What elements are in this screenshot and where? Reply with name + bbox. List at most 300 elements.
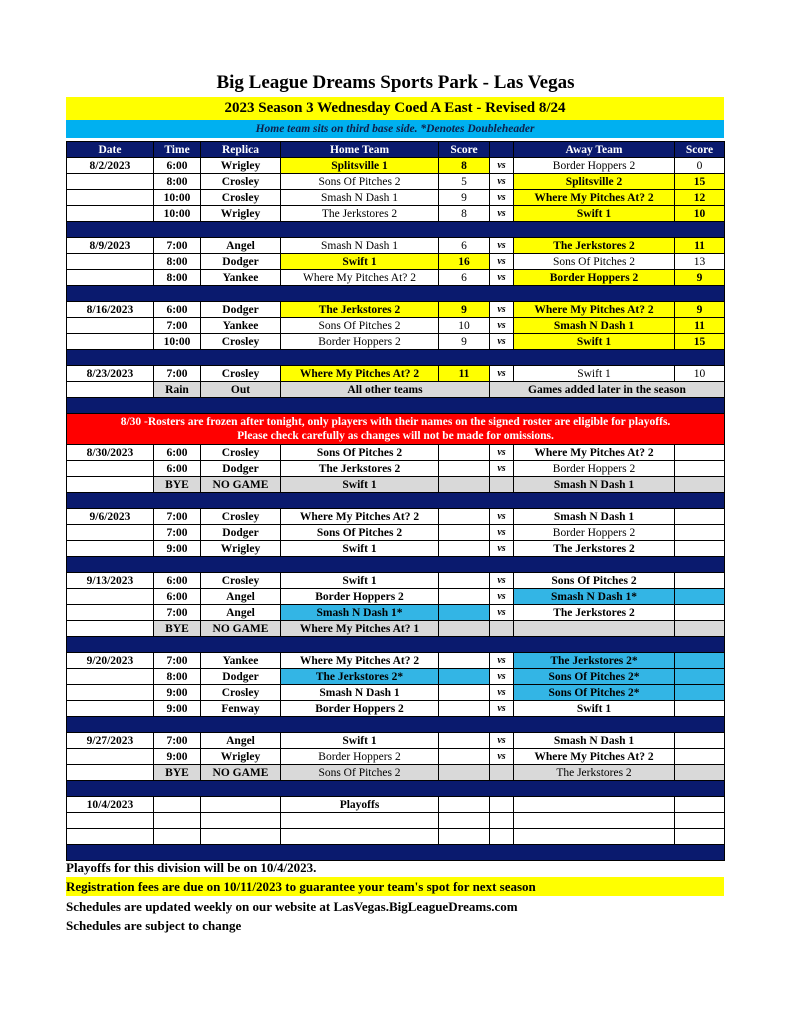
- time-cell: 7:00: [154, 653, 201, 669]
- roster-notice-line: 8/30 -Rosters are frozen after tonight, only players with their names on the signed roster are eligible for playoffs.: [120, 416, 671, 428]
- away-team-cell: Where My Pitches At? 2: [514, 190, 675, 206]
- time-cell: 10:00: [154, 206, 201, 222]
- away-score-cell: [675, 573, 725, 589]
- date-cell: 10/4/2023: [67, 797, 154, 813]
- home-team-cell: Sons Of Pitches 2: [281, 318, 439, 334]
- away-team-cell: [514, 621, 675, 637]
- game-row: [67, 653, 725, 669]
- separator-cell: [67, 637, 725, 653]
- away-team-cell: Sons Of Pitches 2: [514, 254, 675, 270]
- home-team-cell: Border Hoppers 2: [281, 701, 439, 717]
- away-score-cell: 13: [675, 254, 725, 270]
- vs-cell: [490, 765, 514, 781]
- date-cell: [67, 174, 154, 190]
- header-vs: [490, 142, 514, 158]
- time-cell: 9:00: [154, 685, 201, 701]
- home-team-cell: Sons Of Pitches 2: [281, 525, 439, 541]
- vs-cell: [490, 621, 514, 637]
- away-score-cell: 15: [675, 174, 725, 190]
- date-cell: [67, 334, 154, 350]
- vs-cell: vs: [490, 158, 514, 174]
- field-cell: NO GAME: [201, 477, 281, 493]
- home-score-cell: [439, 541, 490, 557]
- time-cell: 8:00: [154, 254, 201, 270]
- playoffs-row: [67, 797, 725, 813]
- date-cell: 8/2/2023: [67, 158, 154, 174]
- time-cell: 7:00: [154, 605, 201, 621]
- away-score-cell: [675, 733, 725, 749]
- date-cell: [67, 621, 154, 637]
- game-row: [67, 445, 725, 461]
- vs-cell: vs: [490, 701, 514, 717]
- game-row: [67, 334, 725, 350]
- away-score-cell: [675, 701, 725, 717]
- time-cell: [154, 829, 201, 845]
- date-cell: [67, 270, 154, 286]
- home-score-cell: [439, 669, 490, 685]
- home-score-cell: 8: [439, 158, 490, 174]
- home-team-cell: Where My Pitches At? 1: [281, 621, 439, 637]
- time-cell: 9:00: [154, 541, 201, 557]
- away-score-cell: [675, 445, 725, 461]
- vs-cell: vs: [490, 190, 514, 206]
- field-cell: Wrigley: [201, 158, 281, 174]
- date-cell: [67, 382, 154, 398]
- home-score-cell: [439, 685, 490, 701]
- bye-row: [67, 765, 725, 781]
- away-score-cell: 11: [675, 238, 725, 254]
- game-row: [67, 509, 725, 525]
- field-cell: Dodger: [201, 461, 281, 477]
- date-cell: 9/27/2023: [67, 733, 154, 749]
- game-row: [67, 190, 725, 206]
- field-cell: Crosley: [201, 685, 281, 701]
- home-score-cell: [439, 829, 490, 845]
- away-score-cell: 12: [675, 190, 725, 206]
- field-cell: Crosley: [201, 509, 281, 525]
- away-score-cell: 10: [675, 366, 725, 382]
- week-separator: [67, 286, 725, 302]
- away-team-cell: Where My Pitches At? 2: [514, 445, 675, 461]
- home-team-cell: Border Hoppers 2: [281, 749, 439, 765]
- field-cell: Crosley: [201, 190, 281, 206]
- field-cell: Fenway: [201, 701, 281, 717]
- away-score-cell: [675, 477, 725, 493]
- game-row: [67, 461, 725, 477]
- separator-cell: [67, 350, 725, 366]
- home-team-cell: Border Hoppers 2: [281, 334, 439, 350]
- home-score-cell: 10: [439, 318, 490, 334]
- away-team-cell: Smash N Dash 1: [514, 477, 675, 493]
- away-score-cell: [675, 589, 725, 605]
- away-score-cell: [675, 653, 725, 669]
- date-cell: [67, 749, 154, 765]
- field-cell: Wrigley: [201, 749, 281, 765]
- away-score-cell: [675, 685, 725, 701]
- vs-cell: vs: [490, 445, 514, 461]
- away-score-cell: 10: [675, 206, 725, 222]
- game-row: [67, 733, 725, 749]
- date-cell: [67, 461, 154, 477]
- vs-cell: vs: [490, 589, 514, 605]
- date-cell: 9/20/2023: [67, 653, 154, 669]
- vs-cell: vs: [490, 685, 514, 701]
- home-score-cell: [439, 589, 490, 605]
- separator-cell: [67, 557, 725, 573]
- field-cell: NO GAME: [201, 621, 281, 637]
- away-team-cell: Swift 1: [514, 206, 675, 222]
- time-cell: 6:00: [154, 589, 201, 605]
- vs-cell: vs: [490, 302, 514, 318]
- field-cell: Angel: [201, 589, 281, 605]
- season-banner: 2023 Season 3 Wednesday Coed A East - Revised 8/24: [66, 97, 724, 120]
- away-score-cell: [675, 813, 725, 829]
- separator-cell: [67, 781, 725, 797]
- page-title: Big League Dreams Sports Park - Las Vegas: [216, 72, 575, 93]
- away-score-cell: [675, 509, 725, 525]
- home-team-cell: Smash N Dash 1: [281, 190, 439, 206]
- away-team-cell: Splitsville 2: [514, 174, 675, 190]
- away-score-cell: 9: [675, 270, 725, 286]
- vs-cell: vs: [490, 366, 514, 382]
- away-score-cell: 9: [675, 302, 725, 318]
- home-team-cell: Where My Pitches At? 2: [281, 509, 439, 525]
- home-team-cell: Swift 1: [281, 477, 439, 493]
- home-team-cell: The Jerkstores 2*: [281, 669, 439, 685]
- field-cell: [201, 829, 281, 845]
- game-row: [67, 238, 725, 254]
- game-row: [67, 685, 725, 701]
- empty-row: [67, 829, 725, 845]
- home-team-cell: Smash N Dash 1: [281, 238, 439, 254]
- away-team-cell: Border Hoppers 2: [514, 461, 675, 477]
- vs-cell: vs: [490, 509, 514, 525]
- home-score-cell: [439, 749, 490, 765]
- date-cell: 8/16/2023: [67, 302, 154, 318]
- separator-cell: [67, 286, 725, 302]
- home-team-cell: Smash N Dash 1: [281, 685, 439, 701]
- home-team-cell: [281, 813, 439, 829]
- home-team-cell: Smash N Dash 1*: [281, 605, 439, 621]
- field-cell: Crosley: [201, 174, 281, 190]
- separator-cell: [67, 493, 725, 509]
- bye-row: [67, 621, 725, 637]
- time-cell: 7:00: [154, 318, 201, 334]
- time-cell: 7:00: [154, 733, 201, 749]
- away-team-cell: Sons Of Pitches 2*: [514, 685, 675, 701]
- time-cell: BYE: [154, 765, 201, 781]
- time-cell: BYE: [154, 621, 201, 637]
- away-team-cell: Games added later in the season: [490, 382, 725, 398]
- home-team-cell: All other teams: [281, 382, 490, 398]
- away-team-cell: Where My Pitches At? 2: [514, 302, 675, 318]
- date-cell: 9/6/2023: [67, 509, 154, 525]
- time-cell: 6:00: [154, 158, 201, 174]
- date-cell: [67, 829, 154, 845]
- home-score-cell: [439, 605, 490, 621]
- home-team-cell: Swift 1: [281, 254, 439, 270]
- away-score-cell: 15: [675, 334, 725, 350]
- home-team-cell: Where My Pitches At? 2: [281, 366, 439, 382]
- time-cell: 6:00: [154, 461, 201, 477]
- away-score-cell: [675, 797, 725, 813]
- date-cell: [67, 589, 154, 605]
- website-note: Schedules are updated weekly on our website at LasVegas.BigLeagueDreams.com: [66, 899, 518, 914]
- home-score-cell: 6: [439, 238, 490, 254]
- away-team-cell: Swift 1: [514, 366, 675, 382]
- home-team-cell: Where My Pitches At? 2: [281, 653, 439, 669]
- header-row: [67, 142, 725, 158]
- field-cell: Dodger: [201, 254, 281, 270]
- vs-cell: vs: [490, 573, 514, 589]
- time-cell: 7:00: [154, 525, 201, 541]
- separator-cell: [67, 222, 725, 238]
- time-cell: 8:00: [154, 669, 201, 685]
- bye-row: [67, 477, 725, 493]
- header-away-team: Away Team: [514, 142, 675, 158]
- field-cell: Crosley: [201, 573, 281, 589]
- time-cell: Rain: [154, 382, 201, 398]
- vs-cell: vs: [490, 206, 514, 222]
- header-replica: Replica: [201, 142, 281, 158]
- home-score-cell: 6: [439, 270, 490, 286]
- field-cell: Angel: [201, 605, 281, 621]
- home-score-cell: [439, 653, 490, 669]
- time-cell: [154, 813, 201, 829]
- time-cell: BYE: [154, 477, 201, 493]
- home-score-cell: [439, 461, 490, 477]
- roster-notice: [67, 414, 725, 445]
- home-team-cell: Sons Of Pitches 2: [281, 174, 439, 190]
- vs-cell: vs: [490, 334, 514, 350]
- away-score-cell: [675, 541, 725, 557]
- home-score-cell: [439, 701, 490, 717]
- vs-cell: vs: [490, 525, 514, 541]
- game-row: [67, 701, 725, 717]
- away-team-cell: The Jerkstores 2: [514, 605, 675, 621]
- game-row: [67, 318, 725, 334]
- home-team-cell: Swift 1: [281, 573, 439, 589]
- date-cell: [67, 701, 154, 717]
- date-cell: [67, 206, 154, 222]
- vs-cell: vs: [490, 749, 514, 765]
- change-note: Schedules are subject to change: [66, 918, 242, 933]
- home-team-cell: Splitsville 1: [281, 158, 439, 174]
- vs-cell: [490, 797, 514, 813]
- home-team-cell: Playoffs: [281, 797, 439, 813]
- game-row: [67, 174, 725, 190]
- game-row: [67, 270, 725, 286]
- week-separator: [67, 717, 725, 733]
- away-score-cell: [675, 605, 725, 621]
- game-row: [67, 541, 725, 557]
- away-team-cell: Smash N Dash 1*: [514, 589, 675, 605]
- roster-notice-line: Please check carefully as changes will not be made for omissions.: [237, 430, 554, 442]
- field-cell: Yankee: [201, 270, 281, 286]
- header-home-team: Home Team: [281, 142, 439, 158]
- date-cell: [67, 541, 154, 557]
- separator-cell: [67, 845, 725, 861]
- home-team-cell: The Jerkstores 2: [281, 461, 439, 477]
- home-team-cell: Sons Of Pitches 2: [281, 765, 439, 781]
- header-date: Date: [67, 142, 154, 158]
- vs-cell: vs: [490, 238, 514, 254]
- away-team-cell: Swift 1: [514, 701, 675, 717]
- home-score-cell: 9: [439, 334, 490, 350]
- field-cell: Dodger: [201, 525, 281, 541]
- away-score-cell: [675, 669, 725, 685]
- schedule-table: [66, 141, 725, 861]
- date-cell: [67, 685, 154, 701]
- home-score-cell: 11: [439, 366, 490, 382]
- home-team-cell: Border Hoppers 2: [281, 589, 439, 605]
- field-cell: Yankee: [201, 653, 281, 669]
- header-home-score: Score: [439, 142, 490, 158]
- time-cell: 6:00: [154, 302, 201, 318]
- week-separator: [67, 557, 725, 573]
- roster-notice-row: [67, 414, 725, 445]
- away-score-cell: [675, 765, 725, 781]
- home-team-cell: The Jerkstores 2: [281, 302, 439, 318]
- field-cell: Dodger: [201, 302, 281, 318]
- vs-cell: [490, 813, 514, 829]
- game-row: [67, 366, 725, 382]
- header-time: Time: [154, 142, 201, 158]
- time-cell: 7:00: [154, 509, 201, 525]
- game-row: [67, 158, 725, 174]
- rain-out-row: [67, 382, 725, 398]
- field-cell: Crosley: [201, 445, 281, 461]
- away-team-cell: [514, 829, 675, 845]
- date-cell: 9/13/2023: [67, 573, 154, 589]
- time-cell: 6:00: [154, 573, 201, 589]
- time-cell: 7:00: [154, 238, 201, 254]
- vs-cell: vs: [490, 254, 514, 270]
- date-cell: [67, 477, 154, 493]
- field-cell: Wrigley: [201, 206, 281, 222]
- field-cell: Crosley: [201, 366, 281, 382]
- field-cell: Crosley: [201, 334, 281, 350]
- date-cell: 8/30/2023: [67, 445, 154, 461]
- game-row: [67, 302, 725, 318]
- week-separator: [67, 350, 725, 366]
- time-cell: 10:00: [154, 334, 201, 350]
- vs-cell: vs: [490, 270, 514, 286]
- field-cell: NO GAME: [201, 765, 281, 781]
- vs-cell: vs: [490, 541, 514, 557]
- date-cell: [67, 605, 154, 621]
- field-cell: Dodger: [201, 669, 281, 685]
- vs-cell: vs: [490, 461, 514, 477]
- vs-cell: vs: [490, 669, 514, 685]
- home-score-cell: [439, 509, 490, 525]
- away-team-cell: The Jerkstores 2: [514, 541, 675, 557]
- away-score-cell: [675, 461, 725, 477]
- date-cell: [67, 525, 154, 541]
- away-team-cell: Sons Of Pitches 2: [514, 573, 675, 589]
- game-row: [67, 254, 725, 270]
- field-cell: Yankee: [201, 318, 281, 334]
- date-cell: 8/9/2023: [67, 238, 154, 254]
- time-cell: 9:00: [154, 701, 201, 717]
- away-score-cell: 11: [675, 318, 725, 334]
- away-team-cell: The Jerkstores 2*: [514, 653, 675, 669]
- vs-cell: vs: [490, 605, 514, 621]
- game-row: [67, 525, 725, 541]
- away-score-cell: [675, 749, 725, 765]
- home-team-cell: [281, 829, 439, 845]
- date-cell: [67, 254, 154, 270]
- home-score-cell: [439, 733, 490, 749]
- week-separator: [67, 493, 725, 509]
- vs-cell: [490, 477, 514, 493]
- away-team-cell: Border Hoppers 2: [514, 270, 675, 286]
- week-separator: [67, 222, 725, 238]
- home-team-cell: Swift 1: [281, 733, 439, 749]
- home-team-cell: Swift 1: [281, 541, 439, 557]
- game-row: [67, 589, 725, 605]
- vs-cell: vs: [490, 733, 514, 749]
- away-team-cell: Smash N Dash 1: [514, 733, 675, 749]
- away-score-cell: 0: [675, 158, 725, 174]
- away-team-cell: [514, 813, 675, 829]
- field-cell: Angel: [201, 238, 281, 254]
- separator-cell: [67, 717, 725, 733]
- away-team-cell: Where My Pitches At? 2: [514, 749, 675, 765]
- away-team-cell: Smash N Dash 1: [514, 509, 675, 525]
- field-cell: [201, 813, 281, 829]
- game-row: [67, 573, 725, 589]
- header-away-score: Score: [675, 142, 725, 158]
- time-cell: 9:00: [154, 749, 201, 765]
- away-score-cell: [675, 621, 725, 637]
- away-score-cell: [675, 829, 725, 845]
- home-score-cell: [439, 525, 490, 541]
- home-team-cell: The Jerkstores 2: [281, 206, 439, 222]
- home-score-cell: 9: [439, 302, 490, 318]
- time-cell: 7:00: [154, 366, 201, 382]
- date-cell: 8/23/2023: [67, 366, 154, 382]
- field-cell: Angel: [201, 733, 281, 749]
- date-cell: [67, 190, 154, 206]
- home-score-cell: [439, 621, 490, 637]
- field-cell: Wrigley: [201, 541, 281, 557]
- date-cell: [67, 813, 154, 829]
- week-separator: [67, 781, 725, 797]
- time-cell: 8:00: [154, 174, 201, 190]
- away-team-cell: The Jerkstores 2: [514, 238, 675, 254]
- home-score-cell: 9: [439, 190, 490, 206]
- field-cell: [201, 797, 281, 813]
- vs-cell: vs: [490, 174, 514, 190]
- home-score-cell: [439, 477, 490, 493]
- home-team-cell: Sons Of Pitches 2: [281, 445, 439, 461]
- game-row: [67, 669, 725, 685]
- registration-note: Registration fees are due on 10/11/2023 to guarantee your team's spot for next season: [66, 877, 724, 896]
- away-team-cell: Sons Of Pitches 2*: [514, 669, 675, 685]
- home-score-cell: 8: [439, 206, 490, 222]
- date-cell: [67, 669, 154, 685]
- away-team-cell: Swift 1: [514, 334, 675, 350]
- time-cell: 8:00: [154, 270, 201, 286]
- date-cell: [67, 318, 154, 334]
- game-row: [67, 605, 725, 621]
- home-score-cell: 16: [439, 254, 490, 270]
- home-team-cell: Where My Pitches At? 2: [281, 270, 439, 286]
- date-cell: [67, 765, 154, 781]
- field-cell: Out: [201, 382, 281, 398]
- time-cell: 6:00: [154, 445, 201, 461]
